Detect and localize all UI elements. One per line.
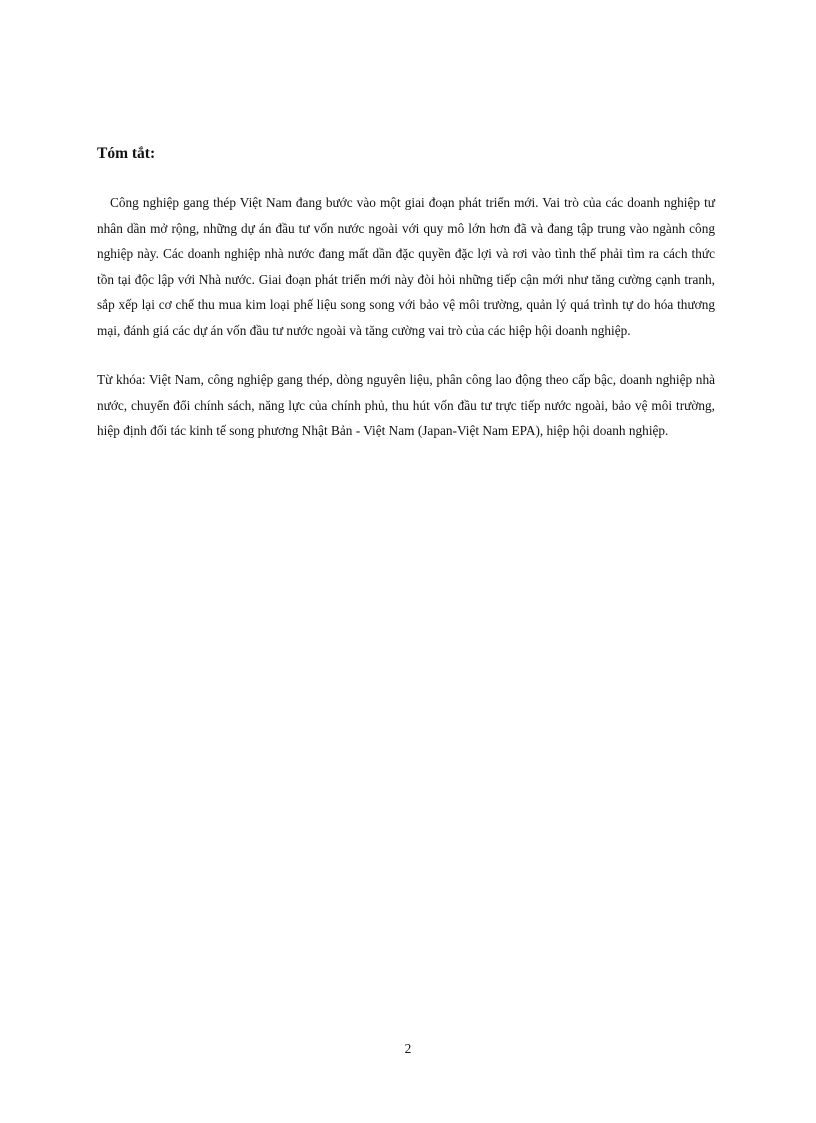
page-content	[97, 144, 715, 444]
abstract-paragraph: Công nghiệp gang thép Việt Nam đang bước vào một giai đoạn phát triển mới. Vai trò của các doanh nghiệp tư nhân dần mở rộng, những dự án đầu tư vốn nước ngoài với quy mô lớn hơn đã và đang tập trung vào ngành công nghiệp này. Các doanh nghiệp nhà nước đang mất dần đặc quyền đặc lợi và rơi vào tình thế phải tìm ra cách thức tồn tại độc lập với Nhà nước. Giai đoạn phát triển mới này đòi hỏi những tiếp cận mới như tăng cường cạnh tranh, sắp xếp lại cơ chế thu mua kim loại phế liệu song song với bảo vệ môi trường, quản lý quá trình tự do hóa thương mại, đánh giá các dự án vốn đầu tư nước ngoài và tăng cường vai trò của các hiệp hội doanh nghiệp.	[97, 195, 715, 338]
keywords-paragraph: Từ khóa: Việt Nam, công nghiệp gang thép, dòng nguyên liệu, phân công lao động theo cấp bậc, doanh nghiệp nhà nước, chuyển đổi chính sách, năng lực của chính phủ, thu hút vốn đầu tư trực tiếp nước ngoài, bảo vệ môi trường, hiệp định đối tác kinh tế song phương Nhật Bản - Việt Nam (Japan-Việt Nam EPA), hiệp hội doanh nghiệp.	[97, 372, 715, 438]
page-number: 2	[404, 1041, 412, 1056]
abstract-heading: Tóm tắt:	[97, 145, 156, 162]
